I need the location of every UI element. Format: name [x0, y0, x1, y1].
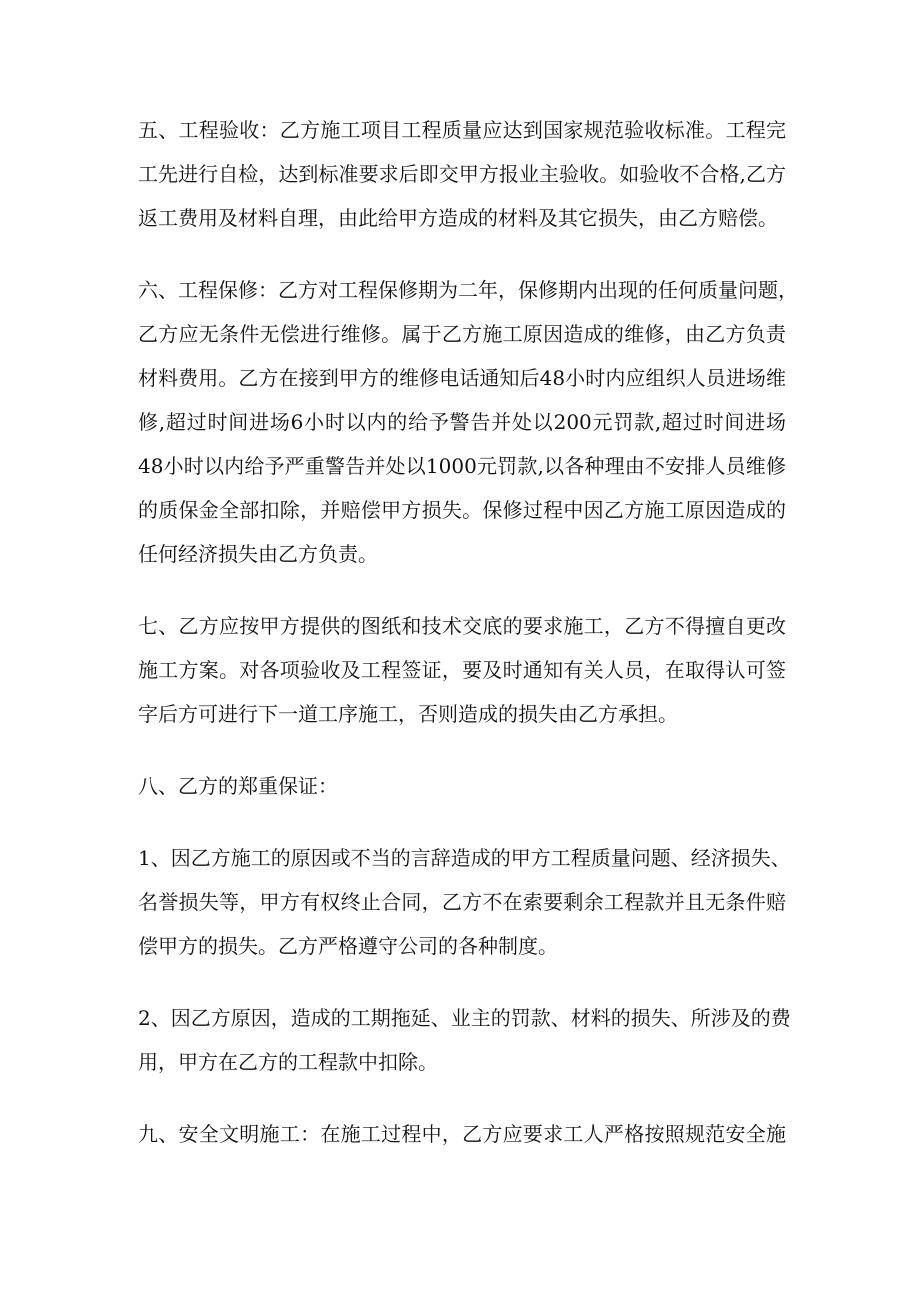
text-line: 1、因乙方施工的原因或不当的言辞造成的甲方工程质量问题、经济损失、 [138, 846, 791, 870]
paragraph-safety [138, 1112, 786, 1156]
paragraph-warranty [138, 268, 798, 576]
text-line: 九、安全文明施工：在施工过程中，乙方应要求工人严格按照规范安全施 [138, 1122, 786, 1146]
text-line: 八、乙方的郑重保证： [138, 774, 338, 798]
paragraph-guarantee-item-1 [138, 836, 791, 968]
document-page [138, 108, 798, 1184]
text-line: 字后方可进行下一道工序施工，否则造成的损失由乙方承担。 [138, 702, 678, 726]
paragraph-acceptance [138, 108, 786, 240]
text-line: 工先进行自检，达到标准要求后即交甲方报业主验收。如验收不合格,乙方 [138, 162, 786, 186]
text-line: 七、乙方应按甲方提供的图纸和技术交底的要求施工，乙方不得擅自更改 [138, 614, 786, 638]
text-line: 施工方案。对各项验收及工程签证，要及时通知有关人员，在取得认可签 [138, 658, 786, 682]
text-line: 五、工程验收：乙方施工项目工程质量应达到国家规范验收标准。工程完 [138, 118, 786, 142]
text-line: 任何经济损失由乙方负责。 [138, 542, 378, 566]
paragraph-guarantee-heading [138, 764, 786, 808]
text-line: 名誉损失等，甲方有权终止合同，乙方不在索要剩余工程款并且无条件赔 [138, 890, 786, 914]
paragraph-guarantee-item-2 [138, 996, 791, 1084]
text-line: 偿甲方的损失。乙方严格遵守公司的各种制度。 [138, 934, 558, 958]
text-line: 返工费用及材料自理，由此给甲方造成的材料及其它损失，由乙方赔偿。 [138, 206, 778, 230]
text-line: 乙方应无条件无偿进行维修。属于乙方施工原因造成的维修，由乙方负责 [138, 322, 786, 346]
text-line: 的质保金全部扣除，并赔偿甲方损失。保修过程中因乙方施工原因造成的 [138, 498, 786, 522]
text-line: 修,超过时间进场6小时以内的给予警告并处以200元罚款,超过时间进场 [138, 410, 786, 434]
paragraph-construction-drawings [138, 604, 786, 736]
text-line: 用，甲方在乙方的工程款中扣除。 [138, 1050, 438, 1074]
text-line: 材料费用。乙方在接到甲方的维修电话通知后48小时内应组织人员进场维 [138, 366, 786, 390]
text-line: 2、因乙方原因，造成的工期拖延、业主的罚款、材料的损失、所涉及的费 [138, 1006, 791, 1030]
text-line: 48小时以内给予严重警告并处以1000元罚款,以各种理由不安排人员维修 [138, 454, 786, 478]
text-line: 六、工程保修：乙方对工程保修期为二年，保修期内出现的任何质量问题， [138, 278, 798, 302]
